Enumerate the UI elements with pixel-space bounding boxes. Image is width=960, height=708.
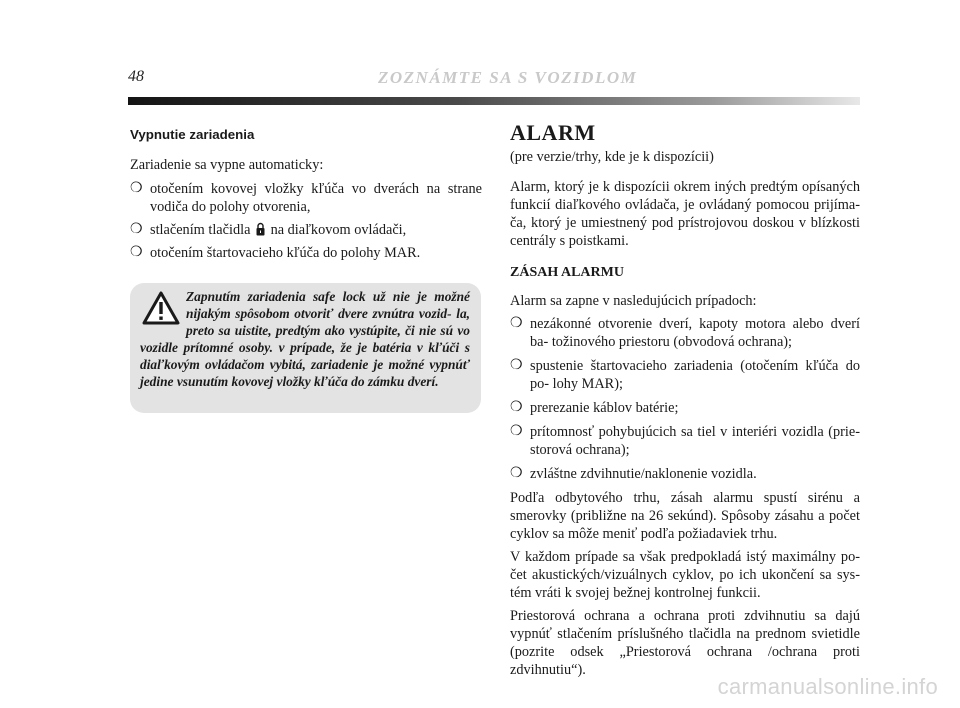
list-item — [130, 221, 482, 239]
bullet-circle-icon: ❍ — [130, 245, 143, 260]
alarm-subtitle: (pre verzie/trhy, kde je k dispozícii) — [510, 149, 714, 165]
body-paragraph: V každom prípade sa však predpokladá istý maximálny po- čet akustických/vizuálnych cyklov, po ich ukončení sa sys- tém vráti k svojej bežnej kontrolnej funkcii. — [510, 549, 860, 601]
list-item-text: na diaľkovom ovládači, — [270, 222, 407, 238]
alarm-intro: Alarm, ktorý je k dispozícii okrem iných predtým opísaných funkcií diaľkového ovládača, je ovládaný pomocou prijíma- ča, ktorý je umiestnený pod prístrojovou doskou v blízkosti centrály s poistkami. — [510, 179, 860, 249]
trigger-list — [510, 315, 860, 483]
list-item — [510, 423, 860, 459]
list-item-text: nezákonné otvorenie dverí, kapoty motora alebo dverí ba- tožinového priestoru (obvodová ochrana); — [530, 316, 860, 350]
bullet-circle-icon: ❍ — [510, 424, 523, 439]
bullet-circle-icon: ❍ — [130, 222, 143, 237]
list-item-text: spustenie štartovacieho zariadenia (otočením kľúča do po- lohy MAR); — [530, 358, 860, 392]
right-column — [510, 120, 860, 684]
header-rule — [128, 97, 860, 105]
list-item — [510, 399, 860, 417]
body-paragraph: Podľa odbytového trhu, zásah alarmu spustí sirénu a smerovky (približne na 26 sekúnd). Spôsoby zásahu a počet cyklov sa môže meniť podľa požiadaviek trhu. — [510, 490, 860, 542]
bullet-circle-icon: ❍ — [510, 316, 523, 331]
warning-text: Zapnutím zariadenia safe lock už nie je možné nijakým spôsobom otvoriť dvere zvnútra vozid- la, preto sa uistite, predtým ako vystúpite, či nie sú vo vozidle prítomné osoby. v prípade, že je batéria v kľúči s diaľkovým ovládačom vybitá, zariadenie je možné vypnúť jedine vsunutím kovovej vložky kľúča do zámku dverí. — [140, 289, 470, 389]
list-item — [510, 315, 860, 351]
running-header: ZOZNÁMTE SA S VOZIDLOM — [378, 68, 638, 87]
list-item-text: stlačením tlačidla — [150, 222, 251, 238]
bullet-circle-icon: ❍ — [130, 181, 143, 196]
deactivation-list — [130, 180, 482, 262]
watermark: carmanualsonline.info — [717, 674, 938, 699]
section-title-alarm: ALARM — [510, 120, 596, 145]
body-paragraph: Priestorová ochrana a ochrana proti zdvihnutiu sa dajú vypnúť stlačením príslušného tlačidla na prednom svietidle (pozrite odsek „Priestorová ochrana /ochrana proti zdvihnutiu“). — [510, 608, 860, 678]
bullet-circle-icon: ❍ — [510, 466, 523, 481]
list-item — [510, 357, 860, 393]
warning-box — [130, 283, 481, 413]
list-item-text: prerezanie káblov batérie; — [530, 400, 679, 416]
left-column — [130, 126, 482, 267]
lock-icon — [256, 222, 265, 236]
bullet-circle-icon: ❍ — [510, 358, 523, 373]
list-item — [510, 465, 860, 483]
list-item-text: otočením štartovacieho kľúča do polohy MAR. — [150, 245, 421, 261]
subheading-deactivation: Vypnutie zariadenia — [130, 127, 255, 142]
list-item — [130, 244, 482, 262]
list-item-text: otočením kovovej vložky kľúča vo dverách na strane vodiča do polohy otvorenia, — [150, 181, 482, 215]
intro-paragraph: Zariadenie sa vypne automaticky: — [130, 157, 324, 173]
bullet-circle-icon: ❍ — [510, 400, 523, 415]
subheading-alarm-trigger: ZÁSAH ALARMU — [510, 265, 624, 280]
trigger-intro: Alarm sa zapne v nasledujúcich prípadoch: — [510, 293, 757, 309]
list-item-text: prítomnosť pohybujúcich sa tiel v interiéri vozidla (prie- storová ochrana); — [530, 424, 860, 458]
list-item-text: zvláštne zdvihnutie/naklonenie vozidla. — [530, 466, 757, 482]
page-number: 48 — [128, 68, 144, 85]
list-item — [130, 180, 482, 216]
